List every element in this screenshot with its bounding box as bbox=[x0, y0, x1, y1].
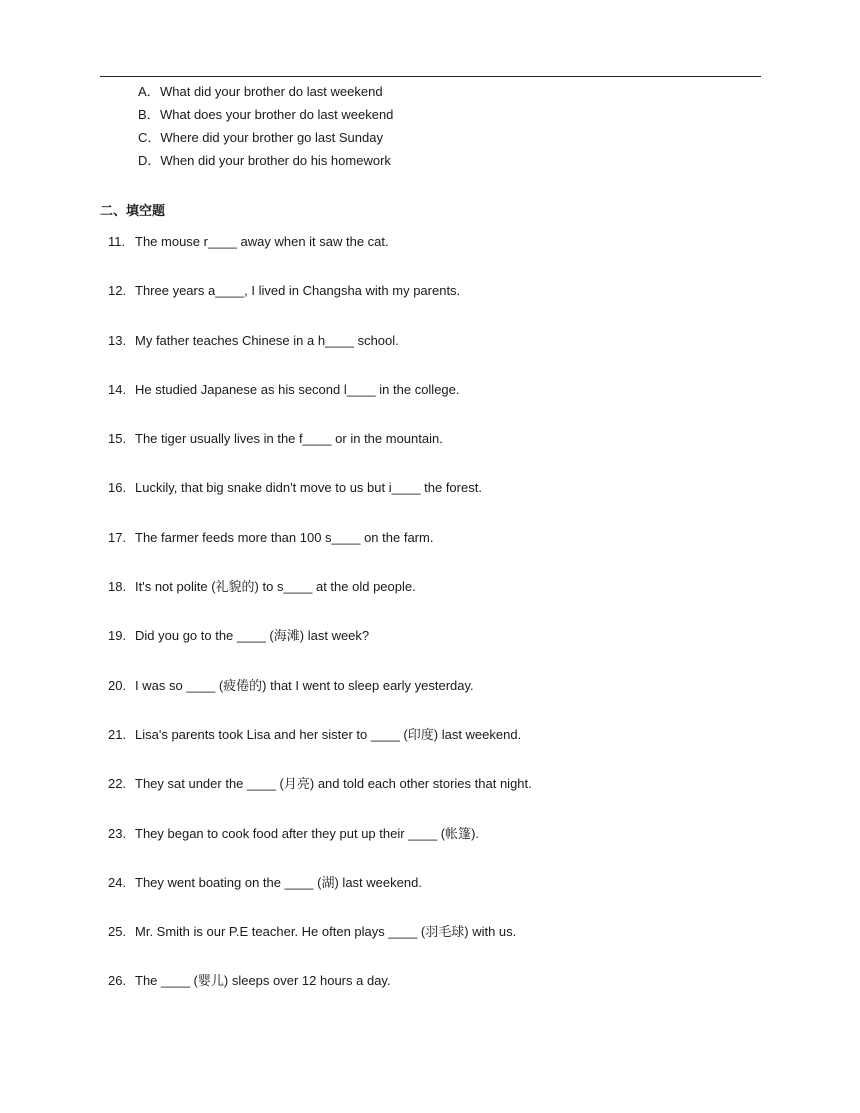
option-c bbox=[138, 128, 758, 151]
question-text-end: ) and told each other stories that night. bbox=[309, 776, 532, 792]
option-letter: D． bbox=[138, 153, 161, 168]
question-item bbox=[108, 281, 758, 330]
question-text: The tiger usually lives in the f____ or in the mountain. bbox=[135, 431, 443, 447]
option-text: When did your brother do his homework bbox=[160, 153, 391, 168]
question-number: 23. bbox=[108, 825, 127, 841]
question-text-end: ) with us. bbox=[464, 924, 517, 940]
question-text-end: ) sleeps over 12 hours a day. bbox=[223, 973, 391, 989]
question-text-end: ) to s____ at the old people. bbox=[254, 579, 416, 595]
question-item bbox=[108, 774, 758, 823]
question-number: 25. bbox=[108, 924, 127, 940]
question-number: 20. bbox=[108, 677, 127, 693]
question-number: 16. bbox=[108, 480, 127, 496]
question-item bbox=[108, 232, 758, 281]
question-item bbox=[108, 528, 758, 577]
question-hint: 海滩 bbox=[273, 629, 300, 645]
option-letter: A． bbox=[138, 84, 160, 99]
question-number: 24. bbox=[108, 874, 127, 890]
question-item bbox=[108, 873, 758, 922]
question-text: The farmer feeds more than 100 s____ on the farm. bbox=[135, 529, 434, 545]
question-item bbox=[108, 577, 758, 626]
question-item bbox=[108, 971, 758, 1020]
question-number: 13. bbox=[108, 332, 127, 348]
option-letter: B． bbox=[138, 107, 160, 122]
question-item bbox=[108, 331, 758, 380]
question-number: 22. bbox=[108, 776, 127, 792]
section-title: 二、填空题 bbox=[100, 204, 166, 219]
question-number: 21. bbox=[108, 726, 127, 742]
question-number: 14. bbox=[108, 381, 127, 397]
question-item bbox=[108, 626, 758, 675]
question-item bbox=[108, 824, 758, 873]
question-hint: 婴儿 bbox=[197, 974, 224, 990]
question-hint: 礼貌的 bbox=[215, 580, 255, 596]
question-number: 12. bbox=[108, 283, 127, 299]
option-letter: C． bbox=[138, 130, 161, 145]
question-item bbox=[108, 380, 758, 429]
question-text: They began to cook food after they put up their ____ ( bbox=[135, 825, 446, 841]
option-b bbox=[138, 105, 758, 128]
header-rule bbox=[100, 76, 761, 77]
question-text-end: ) that I went to sleep early yesterday. bbox=[262, 677, 474, 693]
option-text: Where did your brother go last Sunday bbox=[160, 130, 383, 145]
question-text: They sat under the ____ ( bbox=[135, 776, 284, 792]
option-text: What does your brother do last weekend bbox=[160, 107, 394, 122]
question-number: 26. bbox=[108, 973, 127, 989]
question-item bbox=[108, 676, 758, 725]
question-number: 11. bbox=[108, 234, 126, 249]
question-text: They went boating on the ____ ( bbox=[135, 874, 322, 890]
question-number: 18. bbox=[108, 579, 127, 595]
question-item bbox=[108, 429, 758, 478]
question-hint: 印度 bbox=[407, 727, 434, 743]
question-text: It's not polite ( bbox=[135, 579, 216, 595]
question-text: Did you go to the ____ ( bbox=[135, 628, 274, 644]
question-text: Three years a____, I lived in Changsha with my parents. bbox=[135, 283, 461, 299]
question-item bbox=[108, 922, 758, 971]
question-text: I was so ____ ( bbox=[135, 677, 224, 693]
question-text: Luckily, that big snake didn't move to us but i____ the forest. bbox=[135, 480, 482, 496]
question-text: The ____ ( bbox=[135, 973, 198, 989]
option-a bbox=[138, 82, 758, 105]
question-hint: 帐篷 bbox=[445, 826, 472, 842]
question-hint: 月亮 bbox=[283, 777, 310, 793]
question-text: Mr. Smith is our P.E teacher. He often plays ____ ( bbox=[135, 924, 426, 940]
question-hint: 羽毛球 bbox=[425, 925, 465, 941]
question-text: The mouse r____ away when it saw the cat. bbox=[135, 234, 389, 249]
question-hint: 疲倦的 bbox=[223, 678, 263, 694]
answer-options bbox=[138, 82, 758, 174]
question-number: 19. bbox=[108, 628, 127, 644]
question-number: 15. bbox=[108, 431, 127, 447]
question-hint: 湖 bbox=[321, 875, 335, 891]
question-text-end: ) last weekend. bbox=[433, 726, 522, 742]
question-text: My father teaches Chinese in a h____ school. bbox=[135, 332, 399, 348]
question-text: Lisa's parents took Lisa and her sister to ____ ( bbox=[135, 726, 408, 742]
question-item bbox=[108, 725, 758, 774]
fill-in-questions bbox=[108, 232, 758, 1021]
question-number: 17. bbox=[108, 529, 127, 545]
question-text: He studied Japanese as his second l____ in the college. bbox=[135, 381, 460, 397]
question-text-end: ) last week? bbox=[299, 628, 370, 644]
question-text-end: ). bbox=[471, 825, 480, 841]
question-item bbox=[108, 478, 758, 527]
option-d bbox=[138, 151, 758, 174]
question-text-end: ) last weekend. bbox=[334, 874, 422, 890]
option-text: What did your brother do last weekend bbox=[160, 84, 383, 99]
